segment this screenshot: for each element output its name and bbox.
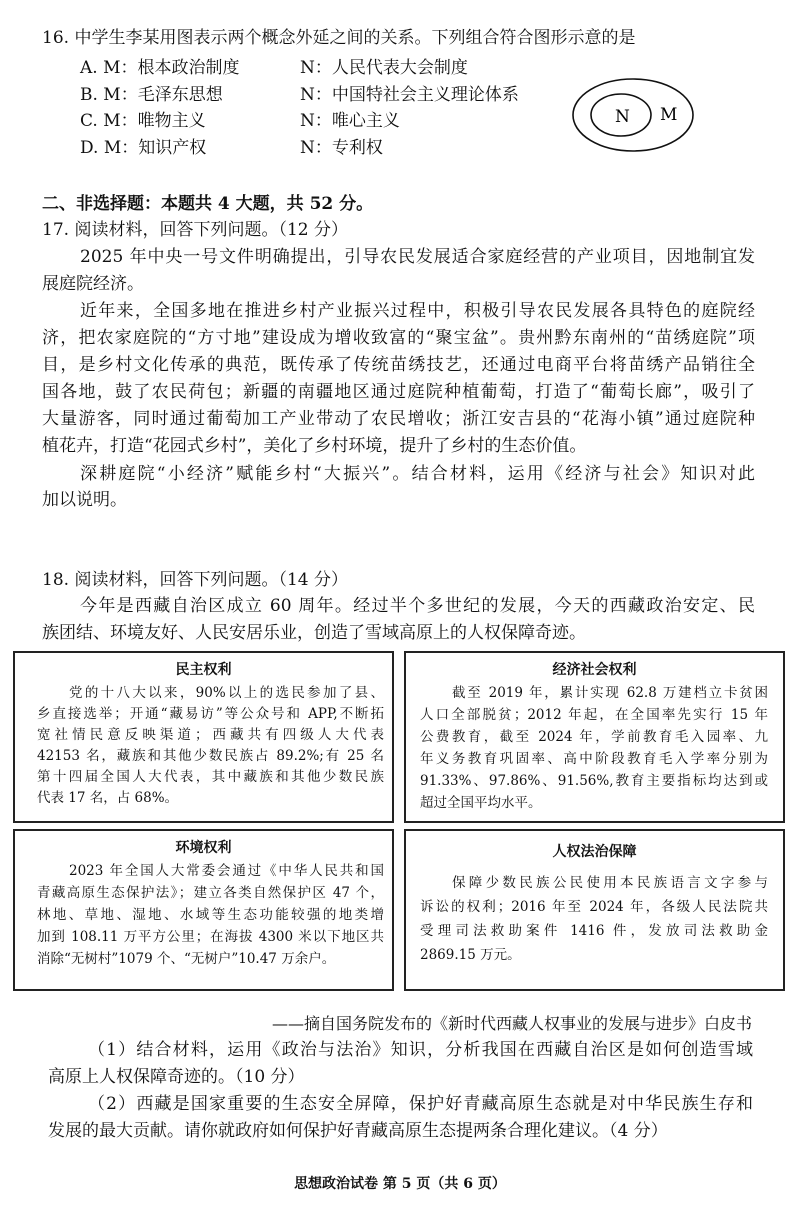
option-c-m: C. M：唯物主义 xyxy=(80,111,206,131)
box-line: 截至 2019 年，累计实现 62.8 万建档立卡贫困 xyxy=(452,685,768,701)
question-17-stem: 17. 阅读材料，回答下列问题。（12 分） xyxy=(42,220,348,240)
box-line: 林地、草地、湿地、水域等生态功能较强的地类增 xyxy=(37,907,384,923)
box-line: 乡直接选举；开通“藏易访”等公众号和 APP,不断拓 xyxy=(37,706,384,722)
option-d-m: D. M：知识产权 xyxy=(80,138,207,158)
sub-question-2-line: （2）西藏是国家重要的生态安全屏障，保护好青藏高原生态就是对中华民族生存和 xyxy=(88,1094,753,1114)
sub-question-1-line: （1）结合材料，运用《政治与法治》知识，分析我国在西藏自治区是如何创造雪域 xyxy=(88,1040,753,1060)
q17-line: 2025 年中央一号文件明确提出，引导农民发展适合家庭经营的产业项目，因地制宜发 xyxy=(80,247,755,267)
question-16-stem: 16. 中学生李某用图表示两个概念外延之间的关系。下列组合符合图形示意的是 xyxy=(42,28,636,48)
q18-intro-line: 族团结、环境友好、人民安居乐业，创造了雪域高原上的人权保障奇迹。 xyxy=(42,623,586,643)
option-b-m: B. M：毛泽东思想 xyxy=(80,85,223,105)
box-line: 加到 108.11 万平方公里；在海拔 4300 米以下地区共 xyxy=(37,929,384,945)
box-line: 宽社情民意反映渠道；西藏共有四级人大代表 xyxy=(37,727,384,743)
box-line: 消除“无树村”1079 个、“无树户”10.47 万余户。 xyxy=(37,951,336,967)
option-c-n: N：唯心主义 xyxy=(300,111,400,131)
box-line: 第十四届全国人大代表，其中藏族和其他少数民族 xyxy=(37,769,384,785)
option-d-n: N：专利权 xyxy=(300,138,383,158)
section-heading: 二、非选择题：本题共 4 大题，共 52 分。 xyxy=(42,194,374,214)
material-box-environmental-rights xyxy=(13,829,394,991)
q17-line: 近年来，全国多地在推进乡村产业振兴过程中，积极引导农民发展各具特色的庭院经 xyxy=(80,301,755,321)
box-line: 超过全国平均水平。 xyxy=(420,795,542,811)
box-line: 42153 名，藏族和其他少数民族占 89.2%;有 25 名 xyxy=(37,748,384,764)
box-line: 受理司法救助案件 1416 件，发放司法救助金 xyxy=(420,923,768,939)
material-box-democratic-rights xyxy=(13,651,394,823)
box-line: 诉讼的权利；2016 年至 2024 年，各级人民法院共 xyxy=(420,899,768,915)
q18-intro-line: 今年是西藏自治区成立 60 周年。经过半个多世纪的发展，今天的西藏政治安定、民 xyxy=(80,596,755,616)
q17-line: 加以说明。 xyxy=(42,490,127,510)
box-line: 青藏高原生态保护法》；建立各类自然保护区 47 个， xyxy=(37,885,384,901)
q17-line: 大量游客，同时通过葡萄加工产业带动了农民增收；浙江安吉县的“花海小镇”通过庭院种 xyxy=(42,409,755,429)
box-line: 代表 17 名，占 68%。 xyxy=(37,790,179,806)
venn-diagram xyxy=(570,75,700,155)
q17-line: 济，把农家庭院的“方寸地”建设成为增收致富的“聚宝盆”。贵州黔东南州的“苗绣庭院”项 xyxy=(42,328,755,348)
question-18-stem: 18. 阅读材料，回答下列问题。（14 分） xyxy=(42,570,348,590)
box-title: 经济社会权利 xyxy=(552,662,637,678)
material-box-rule-of-law xyxy=(404,829,785,991)
q17-line: 国各地，鼓了农民荷包；新疆的南疆地区通过庭院种植葡萄，打造了“葡萄长廊”，吸引了 xyxy=(42,382,755,402)
q17-line: 目，是乡村文化传承的典范，既传承了传统苗绣技艺，还通过电商平台将苗绣产品销往全 xyxy=(42,355,755,375)
q17-line: 展庭院经济。 xyxy=(42,274,144,294)
box-line: 91.33%、97.86%、91.56%,教育主要指标均达到或 xyxy=(420,773,768,789)
option-a-m: A. M：根本政治制度 xyxy=(80,58,240,78)
box-line: 党的十八大以来，90%以上的选民参加了县、 xyxy=(69,685,384,701)
box-title: 民主权利 xyxy=(175,662,232,678)
option-a-n: N：人民代表大会制度 xyxy=(300,58,468,78)
sub-question-2-line: 发展的最大贡献。请你就政府如何保护好青藏高原生态提两条合理化建议。（4 分） xyxy=(48,1121,668,1141)
box-line: 人口全部脱贫；2012 年起，在全国率先实行 15 年 xyxy=(420,707,768,723)
option-b-n: N：中国特社会主义理论体系 xyxy=(300,85,519,105)
sub-question-1-line: 高原上人权保障奇迹的。（10 分） xyxy=(48,1067,305,1087)
venn-label-n: N xyxy=(615,107,630,127)
box-line: 2869.15 万元。 xyxy=(420,947,521,963)
box-line: 保障少数民族公民使用本民族语言文字参与 xyxy=(452,875,768,891)
page-footer: 思想政治试卷 第 5 页（共 6 页） xyxy=(294,1176,506,1192)
box-line: 年义务教育巩固率、高中阶段教育毛入学率分别为 xyxy=(420,751,768,767)
box-line: 公费教育，截至 2024 年，学前教育毛入园率、九 xyxy=(420,729,768,745)
q17-line: 深耕庭院“小经济”赋能乡村“大振兴”。结合材料，运用《经济与社会》知识对此 xyxy=(80,464,755,484)
venn-label-m: M xyxy=(660,105,678,125)
box-line: 2023 年全国人大常委会通过《中华人民共和国 xyxy=(69,863,384,879)
box-title: 环境权利 xyxy=(175,840,232,856)
q17-line: 植花卉，打造“花园式乡村”，美化了乡村环境，提升了乡村的生态价值。 xyxy=(42,436,587,456)
material-box-economic-social-rights xyxy=(404,651,785,823)
source-citation: ——摘自国务院发布的《新时代西藏人权事业的发展与进步》白皮书 xyxy=(271,1014,752,1033)
box-title: 人权法治保障 xyxy=(552,844,637,860)
